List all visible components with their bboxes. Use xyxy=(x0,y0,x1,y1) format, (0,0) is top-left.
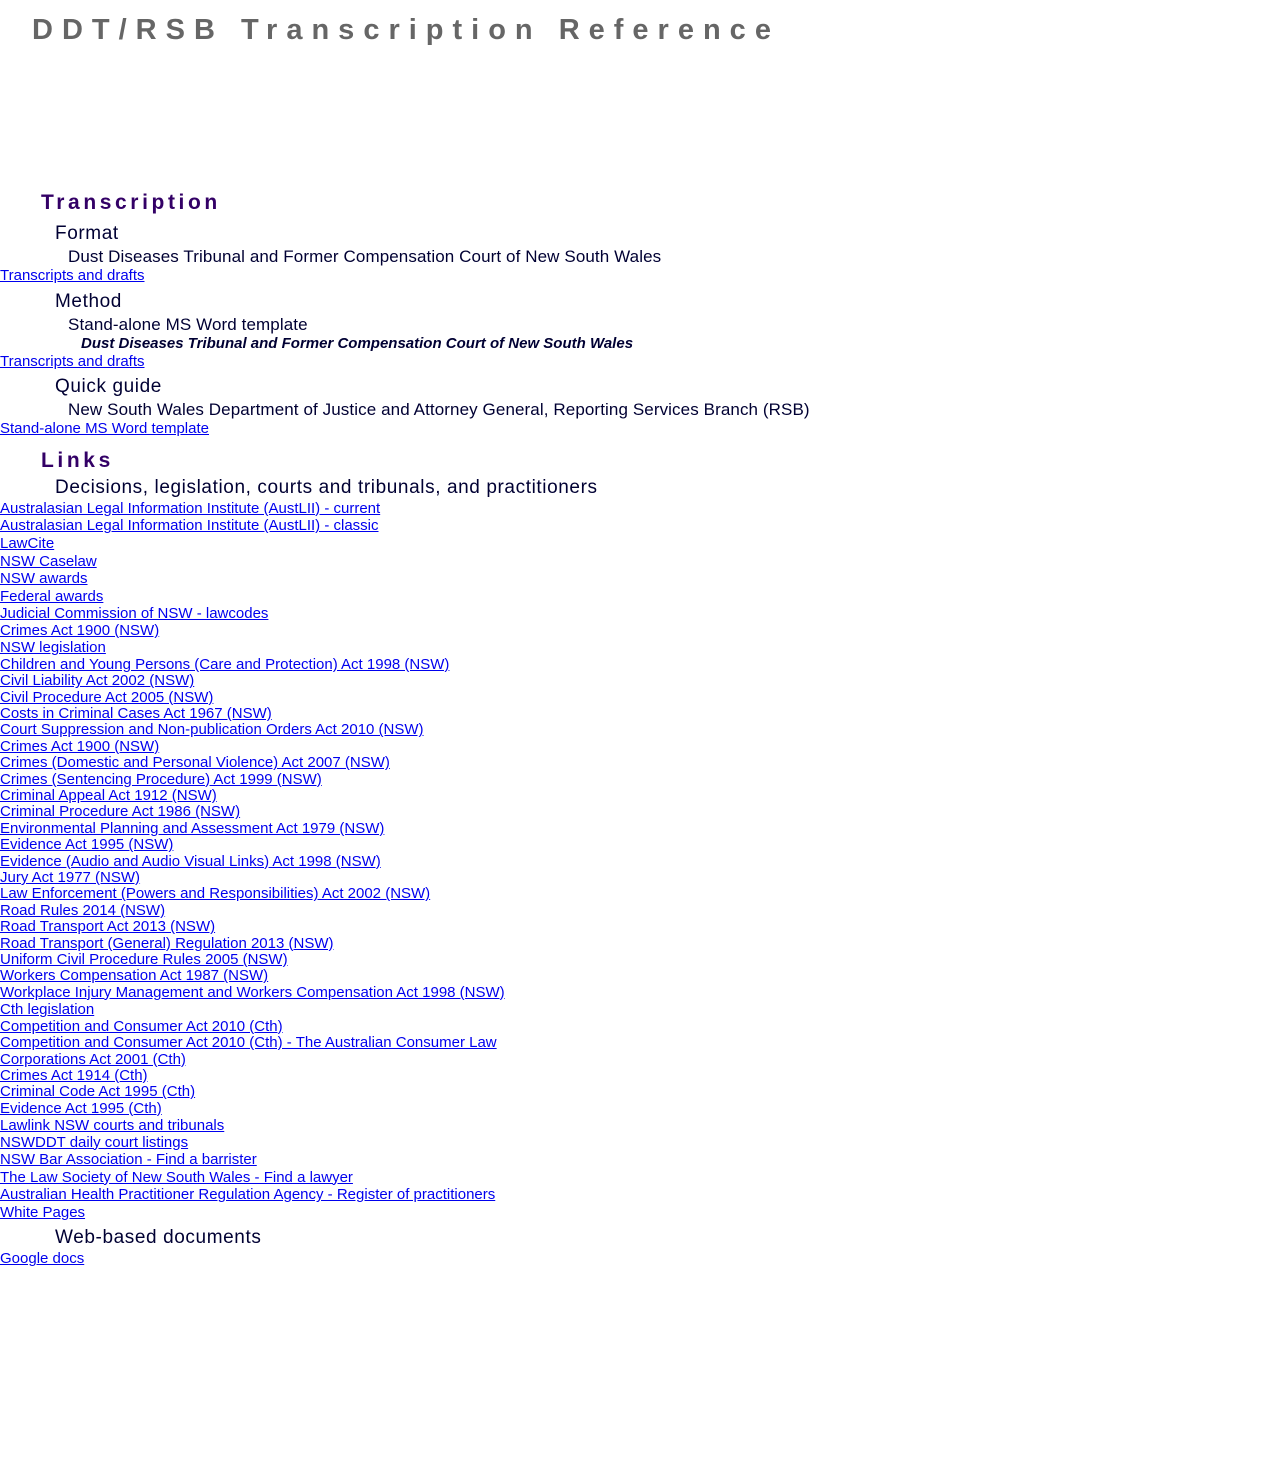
link-white-pages[interactable]: White Pages xyxy=(0,1203,86,1221)
decisions-link-list xyxy=(0,500,1284,623)
link-bar-association[interactable]: NSW Bar Association - Find a barrister xyxy=(0,1151,257,1169)
method-transcripts-drafts-link[interactable]: Transcripts and drafts xyxy=(0,352,145,370)
link-nsw-act[interactable]: Criminal Procedure Act 1986 (NSW) xyxy=(0,803,241,821)
link-nsw-act[interactable]: Law Enforcement (Powers and Responsibilities) Act 2002 (NSW) xyxy=(0,885,431,903)
subheading-method: Method xyxy=(55,290,122,312)
link-cth-act[interactable]: Competition and Consumer Act 2010 (Cth) xyxy=(0,1017,283,1035)
link-nsw-act[interactable]: Evidence (Audio and Audio Visual Links) Act 1998 (NSW) xyxy=(0,852,381,870)
link-cth-act[interactable]: Evidence Act 1995 (Cth) xyxy=(0,1099,162,1117)
nsw-legislation-list xyxy=(0,639,1284,657)
link-law-society[interactable]: The Law Society of New South Wales - Find a lawyer xyxy=(0,1168,353,1186)
link-austlii-classic[interactable]: Australasian Legal Information Institute (AustLII) - classic xyxy=(0,517,379,535)
lawlink-list xyxy=(0,1117,1284,1135)
page-title: DDT/RSB Transcription Reference xyxy=(32,14,780,46)
web-documents-link-list xyxy=(0,1250,1284,1268)
nsw-legislation-sublist xyxy=(0,657,1284,1001)
format-transcripts-drafts-link[interactable]: Transcripts and drafts xyxy=(0,267,145,284)
link-judicial-commission[interactable]: Judicial Commission of NSW - lawcodes xyxy=(0,605,269,623)
method-link-list xyxy=(0,353,1284,371)
link-nsw-legislation[interactable]: NSW legislation xyxy=(0,639,106,657)
quick-guide-template-link[interactable]: Stand-alone MS Word template xyxy=(0,420,209,438)
link-federal-awards[interactable]: Federal awards xyxy=(0,587,104,605)
cth-legislation-sublist xyxy=(0,1019,1284,1117)
quick-guide-link-list xyxy=(0,420,1284,438)
link-nsw-act[interactable]: Crimes (Domestic and Personal Violence) Act 2007 (NSW) xyxy=(0,754,390,772)
link-cth-act[interactable]: Crimes Act 1914 (Cth) xyxy=(0,1066,148,1084)
format-court-name: Dust Diseases Tribunal and Former Compensation Court of New South Wales xyxy=(68,247,662,266)
link-nsw-act[interactable]: Court Suppression and Non-publication Orders Act 2010 (NSW) xyxy=(0,721,424,739)
method-template-name: Stand-alone MS Word template xyxy=(68,314,308,334)
link-cth-legislation[interactable]: Cth legislation xyxy=(0,1001,95,1019)
link-nsw-act[interactable]: Road Transport Act 2013 (NSW) xyxy=(0,918,216,936)
link-austlii-current[interactable]: Australasian Legal Information Institute (AustLII) - current xyxy=(0,499,381,517)
format-link-list xyxy=(0,267,1284,285)
section-heading-links: Links xyxy=(41,448,114,472)
link-cth-act[interactable]: Competition and Consumer Act 2010 (Cth) - The Australian Consumer Law xyxy=(0,1034,497,1052)
main-content xyxy=(0,188,1284,1268)
link-nsw-act[interactable]: Workplace Injury Management and Workers Compensation Act 1998 (NSW) xyxy=(0,983,505,1001)
link-nsw-act[interactable]: Workers Compensation Act 1987 (NSW) xyxy=(0,967,269,985)
link-nsw-act[interactable]: Criminal Appeal Act 1912 (NSW) xyxy=(0,787,217,805)
link-judicial-crimes-act-1900[interactable]: Crimes Act 1900 (NSW) xyxy=(0,621,160,639)
link-nsw-act[interactable]: Children and Young Persons (Care and Protection) Act 1998 (NSW) xyxy=(0,655,450,673)
method-court-name: Dust Diseases Tribunal and Former Compensation Court of New South Wales xyxy=(81,334,634,352)
quick-guide-department: New South Wales Department of Justice and Attorney General, Reporting Services Branch (RSB) xyxy=(68,400,810,420)
link-google-docs[interactable]: Google docs xyxy=(0,1250,85,1268)
link-nsw-act[interactable]: Uniform Civil Procedure Rules 2005 (NSW) xyxy=(0,950,288,968)
subheading-web-documents: Web-based documents xyxy=(55,1227,262,1249)
link-nsw-act[interactable]: Costs in Criminal Cases Act 1967 (NSW) xyxy=(0,705,272,723)
link-nsw-act[interactable]: Road Transport (General) Regulation 2013 (NSW) xyxy=(0,934,334,952)
link-nsw-act[interactable]: Jury Act 1977 (NSW) xyxy=(0,869,141,886)
link-nsw-caselaw[interactable]: NSW Caselaw xyxy=(0,552,97,570)
link-nsw-act[interactable]: Crimes Act 1900 (NSW) xyxy=(0,737,160,755)
judicial-commission-sublist xyxy=(0,623,1284,639)
link-nsw-awards[interactable]: NSW awards xyxy=(0,570,88,588)
link-nsw-act[interactable]: Civil Procedure Act 2005 (NSW) xyxy=(0,688,214,706)
link-nsw-act[interactable]: Evidence Act 1995 (NSW) xyxy=(0,836,174,854)
link-cth-act[interactable]: Criminal Code Act 1995 (Cth) xyxy=(0,1083,196,1101)
lawlink-sublist xyxy=(0,1135,1284,1151)
link-lawcite[interactable]: LawCite xyxy=(0,534,55,552)
subheading-decisions: Decisions, legislation, courts and tribunals, and practitioners xyxy=(55,476,598,498)
link-nsw-act[interactable]: Environmental Planning and Assessment Act 1979 (NSW) xyxy=(0,819,385,837)
link-nsw-act[interactable]: Civil Liability Act 2002 (NSW) xyxy=(0,672,195,690)
link-cth-act[interactable]: Corporations Act 2001 (Cth) xyxy=(0,1050,186,1068)
link-nsw-act[interactable]: Road Rules 2014 (NSW) xyxy=(0,901,166,919)
practitioner-link-list xyxy=(0,1151,1284,1221)
subheading-quick-guide: Quick guide xyxy=(55,376,162,398)
link-ahpra[interactable]: Australian Health Practitioner Regulation Agency - Register of practitioners xyxy=(0,1186,496,1204)
subheading-format: Format xyxy=(55,223,119,244)
link-nsw-act[interactable]: Crimes (Sentencing Procedure) Act 1999 (NSW) xyxy=(0,770,322,788)
cth-legislation-list xyxy=(0,1001,1284,1019)
link-nswddt-listings[interactable]: NSWDDT daily court listings xyxy=(0,1133,189,1151)
section-heading-transcription: Transcription xyxy=(41,191,221,214)
link-lawlink-courts[interactable]: Lawlink NSW courts and tribunals xyxy=(0,1117,225,1135)
